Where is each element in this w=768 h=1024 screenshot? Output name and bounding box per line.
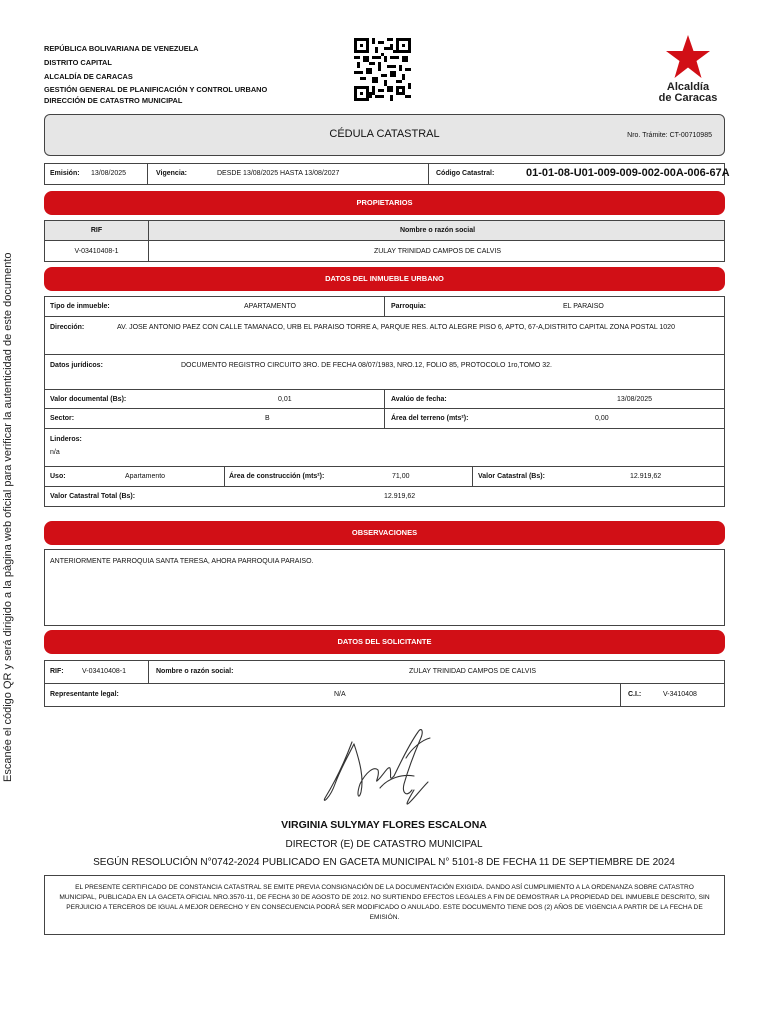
valor-catastral-value: 12.919,62 bbox=[630, 473, 662, 480]
valor-total-row bbox=[44, 486, 725, 507]
parroquia-value: EL PARAISO bbox=[563, 303, 604, 310]
header-district: DISTRITO CAPITAL bbox=[44, 58, 112, 67]
propietario-row bbox=[44, 240, 725, 262]
solicitante-nombre-label: Nombre o razón social: bbox=[156, 668, 234, 675]
propietario-nombre: ZULAY TRINIDAD CAMPOS DE CALVIS bbox=[373, 248, 502, 255]
parroquia-label: Parroquia: bbox=[391, 303, 427, 310]
area-terreno-value: 0,00 bbox=[595, 415, 609, 422]
header-country: REPÚBLICA BOLIVARIANA DE VENEZUELA bbox=[44, 44, 199, 53]
logo-text-line2: de Caracas bbox=[658, 92, 718, 104]
solicitante-section-header: DATOS DEL SOLICITANTE bbox=[44, 630, 725, 654]
juridicos-value: DOCUMENTO REGISTRO CIRCUITO 3RO. DE FECHA 08/07/1983, NRO.12, FOLIO 85, PROTOCOLO 1ro,TOMO 32. bbox=[181, 362, 552, 369]
observaciones-section-header: OBSERVACIONES bbox=[44, 521, 725, 545]
codigo-label: Código Catastral: bbox=[436, 170, 495, 177]
emision-label: Emisión: bbox=[50, 170, 80, 177]
vigencia-label: Vigencia: bbox=[156, 170, 187, 177]
tipo-value: APARTAMENTO bbox=[244, 303, 296, 310]
uso-value: Apartamento bbox=[125, 473, 166, 480]
representante-label: Representante legal: bbox=[50, 691, 119, 698]
valor-catastral-label: Valor Catastral (Bs): bbox=[478, 473, 545, 480]
solicitante-rif-value: V-03410408-1 bbox=[82, 668, 126, 675]
document-title: CÉDULA CATASTRAL bbox=[329, 128, 440, 140]
propietarios-section-header: PROPIETARIOS bbox=[44, 191, 725, 215]
qr-code-icon[interactable] bbox=[354, 38, 411, 101]
signatory-role: DIRECTOR (E) DE CATASTRO MUNICIPAL bbox=[285, 839, 483, 850]
representante-value: N/A bbox=[334, 691, 346, 698]
signatory-name: VIRGINIA SULYMAY FLORES ESCALONA bbox=[281, 819, 487, 831]
sector-label: Sector: bbox=[50, 415, 75, 422]
ci-label: C.I.: bbox=[628, 691, 642, 698]
observaciones-box bbox=[44, 549, 725, 626]
inmueble-tipo-row bbox=[44, 296, 725, 317]
valor-doc-label: Valor documental (Bs): bbox=[50, 396, 127, 403]
valor-total-label: Valor Catastral Total (Bs): bbox=[50, 493, 136, 500]
direccion-label: Dirección: bbox=[50, 324, 85, 331]
juridicos-label: Datos jurídicos: bbox=[50, 362, 103, 369]
title-box bbox=[44, 114, 725, 156]
valor-doc-row bbox=[44, 389, 725, 409]
col-rif-header: RIF bbox=[90, 227, 103, 234]
vigencia-value: DESDE 13/08/2025 HASTA 13/08/2027 bbox=[217, 170, 340, 177]
propietarios-header-row bbox=[44, 220, 725, 241]
valor-total-value: 12.919,62 bbox=[384, 493, 416, 500]
area-construccion-value: 71,00 bbox=[392, 473, 410, 480]
star-icon bbox=[665, 34, 711, 82]
header-directorate: DIRECCIÓN DE CATASTRO MUNICIPAL bbox=[44, 96, 183, 105]
legal-disclaimer bbox=[44, 875, 725, 935]
uso-row bbox=[44, 466, 725, 487]
direccion-row bbox=[44, 316, 725, 355]
linderos-label: Linderos: bbox=[50, 436, 82, 443]
col-nombre-header: Nombre o razón social bbox=[399, 227, 476, 234]
linderos-row bbox=[44, 428, 725, 467]
avaluo-label: Avalúo de fecha: bbox=[391, 396, 447, 403]
signatory-resolution: SEGÚN RESOLUCIÓN N°0742-2024 PUBLICADO EN GACETA MUNICIPAL N° 5101-8 DE FECHA 11 DE SEPTIEMBRE DE 2024 bbox=[93, 857, 675, 868]
observaciones-text: ANTERIORMENTE PARROQUIA SANTA TERESA, AHORA PARROQUIA PARAISO. bbox=[50, 558, 314, 565]
avaluo-value: 13/08/2025 bbox=[617, 396, 653, 403]
propietario-rif: V-03410408-1 bbox=[74, 248, 119, 255]
direccion-value: AV. JOSE ANTONIO PAEZ CON CALLE TAMANACO, URB EL PARAISO TORRE A, PARQUE RES. ALTO ALEGRE PISO 6, APTO, 67-A,DISTRITO CAPITAL ZONA POSTAL 1020 bbox=[117, 324, 675, 331]
linderos-value: n/a bbox=[50, 449, 60, 456]
logo-text-line1: Alcaldía bbox=[666, 81, 710, 93]
emission-row bbox=[44, 163, 730, 185]
codigo-value: 01-01-08-U01-009-009-002-00A-006-67A bbox=[526, 167, 730, 179]
sector-row bbox=[44, 408, 725, 429]
signature-graphic bbox=[318, 718, 443, 813]
area-terreno-label: Área del terreno (mts²): bbox=[391, 415, 469, 422]
tipo-label: Tipo de inmueble: bbox=[50, 303, 110, 310]
ci-value: V-3410408 bbox=[663, 691, 697, 698]
juridicos-row bbox=[44, 354, 725, 390]
uso-label: Uso: bbox=[50, 473, 66, 480]
valor-doc-value: 0,01 bbox=[278, 396, 292, 403]
emision-value: 13/08/2025 bbox=[91, 170, 127, 177]
tramite-number: Nro. Trámite: CT-00710985 bbox=[627, 132, 712, 139]
solicitante-nombre-value: ZULAY TRINIDAD CAMPOS DE CALVIS bbox=[409, 668, 537, 675]
legal-disclaimer-text: EL PRESENTE CERTIFICADO DE CONSTANCIA CATASTRAL SE EMITE PREVIA CONSIGNACIÓN DE LA DOCUMENTACIÓN EXIGIDA. DANDO ASÍ CUMPLIMIENTO A LA ORDENANZA SOBRE CATASTRO MUNICIPAL, PUBLICADA EN LA GACETA OFICIAL NRO.3570-11, DE FECHA 30 DE AGOSTO DE 2012. NO SURTIENDO EFECTOS LEGALES A FIN DE DEMOSTRAR LA PROPIEDAD DEL INMUEBLE DESCRITO, SIN PERJUICIO A TERCEROS DE IGUAL A MEJOR DERECHO Y EN CONSECUENCIA PODRÁ SER MODIFICADO O ANULADO. ESTE DOCUMENTO TIENE DOS (2) AÑOS DE VIGENCIA A PARTIR DE LA FECHA DE EMISIÓN. bbox=[59, 884, 710, 921]
alcaldia-caracas-logo bbox=[652, 34, 724, 112]
header-management: GESTIÓN GENERAL DE PLANIFICACIÓN Y CONTROL URBANO bbox=[44, 85, 268, 94]
representante-row bbox=[44, 683, 725, 707]
sector-value: B bbox=[265, 415, 270, 422]
solicitante-rif-label: RIF: bbox=[50, 668, 64, 675]
document-header bbox=[44, 42, 267, 106]
qr-verification-note: Escanée el código QR y será dirigido a la pàgina web oficial para verificar la autenticidad de este documento bbox=[2, 252, 14, 783]
solicitante-row bbox=[44, 660, 725, 684]
area-construccion-label: Área de construcción (mts²): bbox=[229, 473, 325, 480]
inmueble-section-header: DATOS DEL INMUEBLE URBANO bbox=[44, 267, 725, 291]
header-mayoralty: ALCALDÍA DE CARACAS bbox=[44, 72, 133, 81]
